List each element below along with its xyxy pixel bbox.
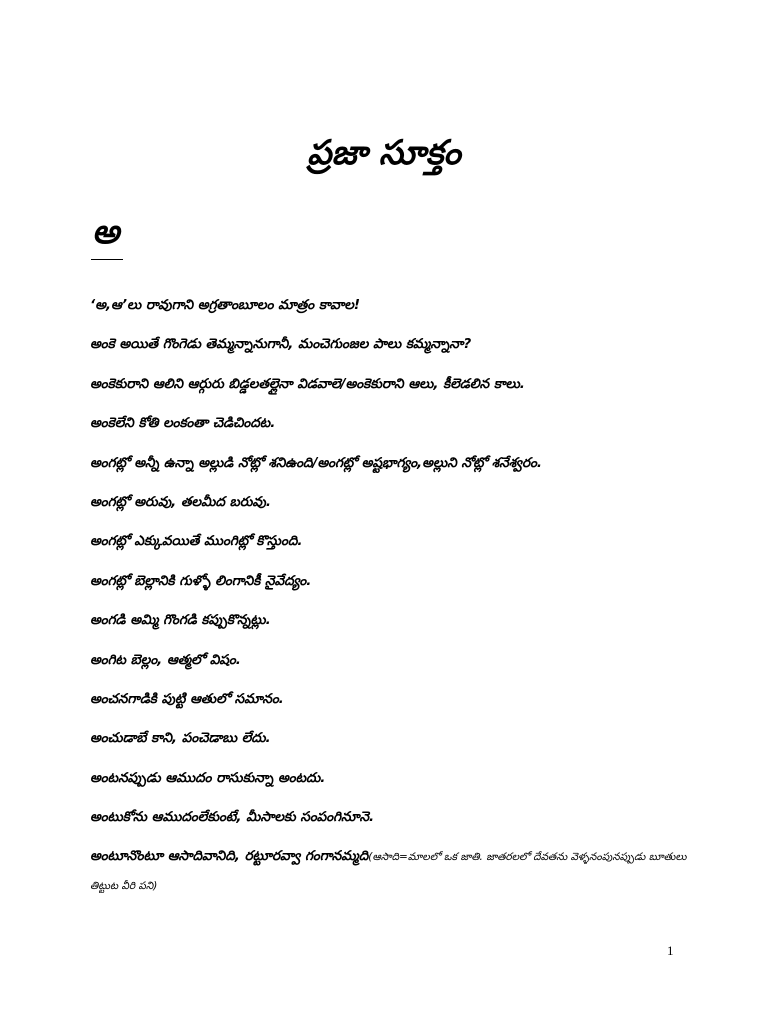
proverb-item: అంకెలేని కోతి లంకంతా చెడిచిందట. [90,415,276,432]
proverb-note: (ఆసాది=మాలలో ఒక జాతి. జాతరలలో దేవతను వెళ్ళనంపునప్పుడు బూతులు తిట్టుట వీరి పని) [90,851,687,893]
proverb-item: అంగడి అమ్మి గొంగడి కప్పుకొన్నట్లు. [90,612,271,629]
proverb-item: అంచుడాబే కాని, పంచెడాబు లేదు. [90,730,271,747]
proverb-item-with-note [90,842,690,900]
proverb-item: అంటనప్పుడు ఆముదం రాసుకున్నా అంటదు. [90,769,326,786]
proverb-item: అంగిట బెల్లం, ఆత్మలో విషం. [90,651,241,668]
proverb-text: అంటూనొంటూ ఆసాదివానిది, రట్టూరవ్వా గంగానమ్మది [90,848,369,865]
proverb-item: అంకె అయితే గొంగెడు తెమ్మన్నానుగానీ, మంచెగుంజల పాలు కమ్మన్నానా? [90,336,472,353]
proverb-item: అంగట్లో అన్నీ ఉన్నా అల్లుడి నోట్లో శనిఉంది/అంగట్లో అష్టభాగ్యం,అల్లుని నోట్లో శనేశ్వరం. [90,454,542,471]
proverb-item: అంచనగాడికి పుట్టి ఆతులో సమానం. [90,690,284,707]
proverb-item: అంటుకోను ఆముదంలేకుంటే, మీసాలకు సంపంగినూనె. [90,809,375,826]
section-letter-heading: అ [92,212,120,252]
page-number: 1 [667,943,674,958]
section-underline [91,259,123,260]
proverb-item: అంకెకురాని ఆలిని ఆర్గురు బిడ్డలతల్లైనా విడవాలె/అంకెకురాని ఆలు, కీలెడలిన కాలు. [90,375,525,392]
proverb-list [90,291,690,900]
page-title: ప్రజా సూక్తం [307,132,461,173]
proverb-item: అంగట్లో అరువు, తలమీద బరువు. [90,493,271,510]
proverb-item: ‘అ,ఆ’లు రావుగాని అగ్రతాంబూలం మాత్రం కావాల! [90,297,361,313]
proverb-item: అంగట్లో బెల్లానికి గుళ్ళో లింగానికీ నైవేద్యం. [90,572,312,589]
proverb-item: అంగట్లో ఎక్కువయితే ముంగిట్లో కొస్తుంది. [90,533,303,550]
